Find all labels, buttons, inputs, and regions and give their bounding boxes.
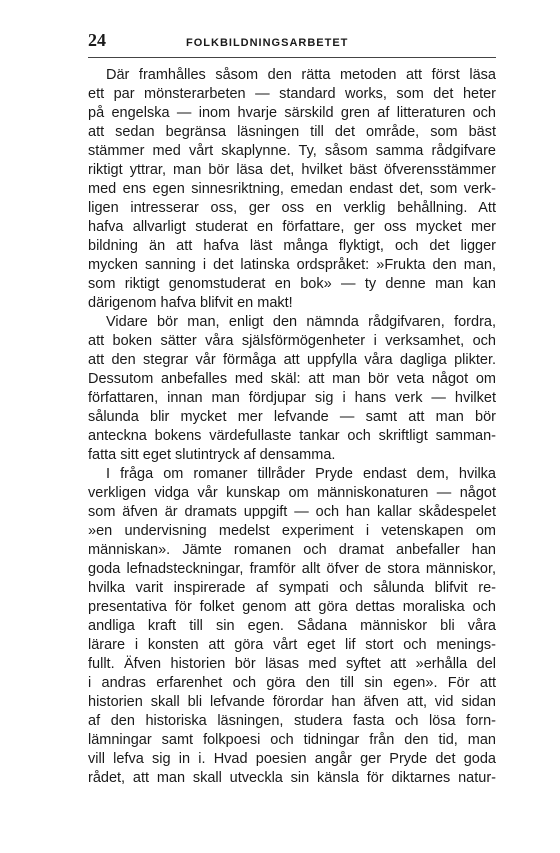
page-header: [88, 30, 496, 52]
text-line: på engelska — inom hvarje särskild gren af litteraturen och: [88, 105, 496, 121]
text-line: med ens egen sinnesriktning, emedan endast det, som verk-: [88, 181, 496, 197]
text-line: hvilka varit inspirerade af sympati och sålunda blifvit re-: [88, 580, 496, 596]
text-line: sålunda blir mycket mer lefvande — samt att man bör: [88, 409, 496, 425]
text-line: i andras erfarenhet och göra den till sin egen». För att: [88, 675, 496, 691]
text-line: presentativa för folket genom att göra dettas moraliska och: [88, 599, 496, 615]
text-line: människan». Jämte romanen och dramat anbefaller han: [88, 542, 496, 558]
text-line: rådet, att man skall utveckla sin känsla för diktarnes natur-: [88, 770, 496, 786]
text-line: att boken sätter våra själsförmögenheter i verksamhet, och: [88, 333, 496, 349]
text-line: därigenom hafva blifvit en makt!: [88, 295, 293, 311]
text-line: I fråga om romaner tillråder Pryde endast dem, hvilka: [106, 466, 496, 482]
header-rule: [88, 57, 496, 58]
text-line: stämmer med vårt skaplynne. Ty, såsom samma rådgifvare: [88, 143, 496, 159]
body-text: [88, 66, 496, 788]
text-line: Dessutom anbefalles med skäl: att man bör veta något om: [88, 371, 496, 387]
text-line: andliga kraft till sin egen. Sådana människor bli våra: [88, 618, 496, 634]
text-line: fullt. Äfven historien bör läsas med syftet att »erhålla del: [88, 656, 496, 672]
text-line: som äfven är dramats uppgift — och han kallar skådespelet: [88, 504, 496, 520]
text-line: att sedan begränsa läsningen till det område, som bäst: [88, 124, 496, 140]
text-line: att den stegrar vår förmåga att uppfylla våra dagliga plikter.: [88, 352, 496, 368]
text-line: lämningar samt folkpoesi och tidningar från den tid, man: [88, 732, 496, 748]
text-line: verkligen vidga vår kunskap om människonaturen — något: [88, 485, 496, 501]
text-line: anteckna bokens värdefullaste tankar och skriftligt samman-: [88, 428, 496, 444]
text-line: författaren, innan man fördjupar sig i hans verk — hvilket: [88, 390, 496, 406]
text-line: »en undervisning medelst experiment i vetenskapen om: [88, 523, 496, 539]
text-line: hafva allvarligt studerat en författare, ger oss mycket mer: [88, 219, 496, 235]
text-line: vill lefva sig in i. Hvad poesien angår ger Pryde det goda: [88, 751, 496, 767]
text-line: ligen intresserar oss, ger oss en verklig behållning. Att: [88, 200, 496, 216]
text-line: riktigt yttrar, man bör läsa det, hvilket bäst öfverensstämmer: [88, 162, 496, 178]
text-line: som riktigt genomstuderat en bok» — ty denne man kan: [88, 276, 496, 292]
text-line: historien skall bli lefvande förordar han äfven att, vid sidan: [88, 694, 496, 710]
text-line: fatta sitt eget slutintryck af densamma.: [88, 447, 336, 463]
text-line: Där framhålles såsom den rätta metoden att först läsa: [106, 67, 496, 83]
text-line: af den historiska läsningen, studera fasta och lösa forn-: [88, 713, 496, 729]
text-line: ett par mönsterarbeten — standard works, som det heter: [88, 86, 496, 102]
running-title: FOLKBILDNINGSARBETET: [186, 37, 349, 49]
text-line: Vidare bör man, enligt den nämnda rådgifvaren, fordra,: [106, 314, 496, 330]
text-line: mycken sanning i det latinska ordspråket: »Frukta den man,: [88, 257, 496, 273]
text-line: lärare i konsten att göra vårt eget lif stort och menings-: [88, 637, 496, 653]
text-line: bildning än att hafva läst många flyktigt, och det ligger: [88, 238, 496, 254]
text-line: goda lefnadsteckningar, framför allt öfver de stora människor,: [88, 561, 496, 577]
page-number: 24: [88, 30, 106, 50]
